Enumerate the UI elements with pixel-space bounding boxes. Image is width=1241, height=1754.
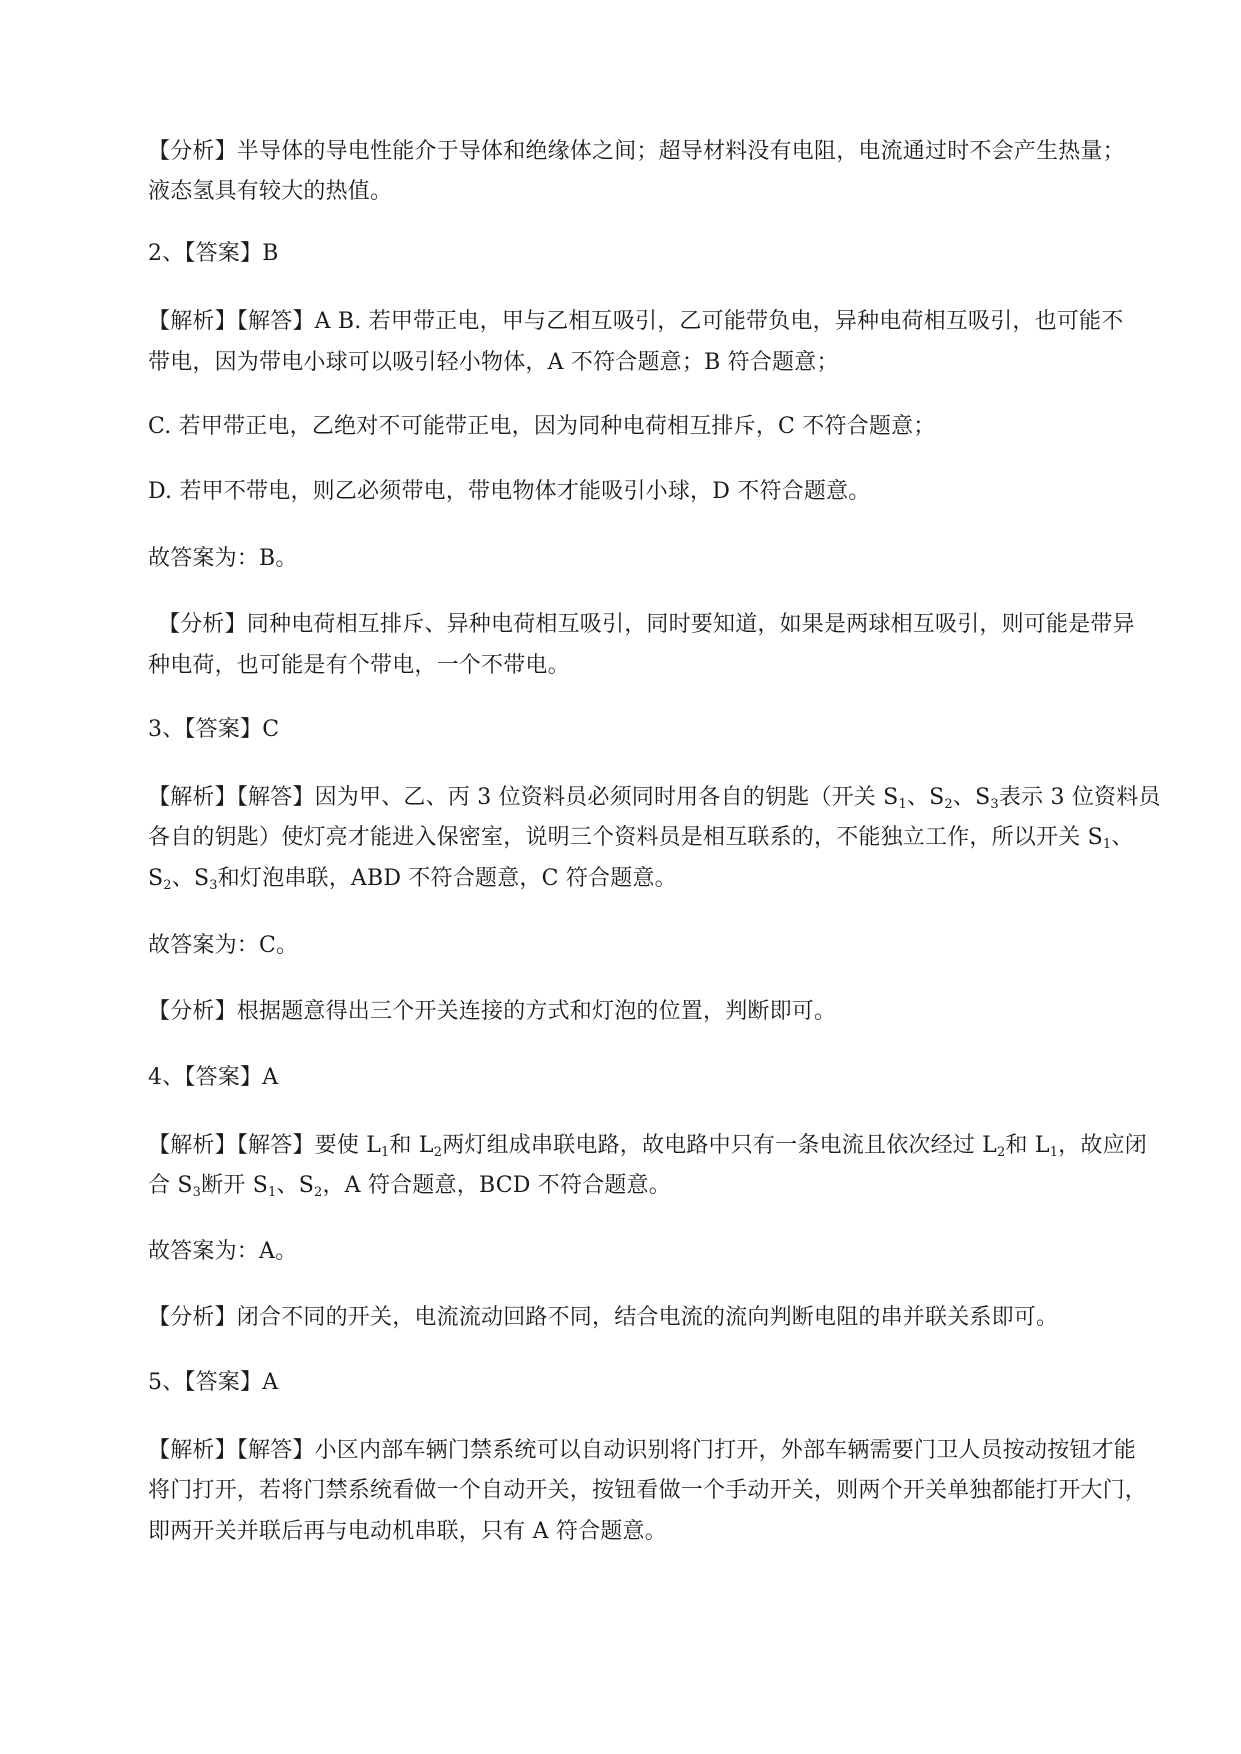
solution-text: 【解析】【解答】小区内部车辆门禁系统可以自动识别将门打开，外部车辆需要门卫人员按动按钮才能 <box>148 1438 1137 1463</box>
answer-heading: 4、【答案】A <box>148 1065 279 1090</box>
analysis-text: 【分析】半导体的导电性能介于导体和绝缘体之间；超导材料没有电阻，电流通过时不会产生热量； <box>148 139 1125 164</box>
solution-text: 各自的钥匙）使灯亮才能进入保密室，说明三个资料员是相互联系的，不能独立工作，所以开关 $S_1$、 <box>148 825 1134 852</box>
solution-text: 【解析】【解答】因为甲、乙、丙 3 位资料员必须同时用各自的钥匙（开关 $S_1$、$S_2$、$S_3$表示 3 位资料员 <box>148 785 1161 812</box>
solution-text: 合 $S_3$断开 $S_1$、$S_2$，A 符合题意，BCD 不符合题意。 <box>148 1173 672 1200</box>
solution-text: 将门打开，若将门禁系统看做一个自动开关，按钮看做一个手动开关，则两个开关单独都能打开大门， <box>148 1478 1148 1503</box>
analysis-text: 【分析】同种电荷相互排斥、异种电荷相互吸引，同时要知道，如果是两球相互吸引，则可能是带异 <box>158 612 1135 637</box>
solution-text: 即两开关并联后再与电动机串联，只有 A 符合题意。 <box>148 1519 667 1544</box>
answer-heading: 5、【答案】A <box>148 1370 279 1395</box>
document-page <box>148 0 1161 1754</box>
analysis-text: 【分析】闭合不同的开关，电流流动回路不同，结合电流的流向判断电阻的串并联关系即可。 <box>148 1305 1059 1330</box>
solution-text: 【解析】【解答】A B. 若甲带正电，甲与乙相互吸引，乙可能带负电，异种电荷相互吸引，也可能不 <box>148 309 1124 334</box>
solution-text: $S_2$、$S_3$和灯泡串联，ABD 不符合题意，C 符合题意。 <box>148 866 677 893</box>
analysis-text: 【分析】根据题意得出三个开关连接的方式和灯泡的位置，判断即可。 <box>148 999 837 1024</box>
answer-heading: 2、【答案】B <box>148 241 279 266</box>
final-answer: 故答案为：C。 <box>148 933 299 958</box>
solution-text: 【解析】【解答】要使 $L_1$和 $L_2$两灯组成串联电路，故电路中只有一条电流且依次经过 $L_2$和 $L_1$，故应闭 <box>148 1133 1147 1160</box>
answer-heading: 3、【答案】C <box>148 717 280 742</box>
final-answer: 故答案为：A。 <box>148 1239 298 1264</box>
final-answer: 故答案为：B。 <box>148 546 298 571</box>
analysis-text: 种电荷，也可能是有个带电，一个不带电。 <box>148 653 570 678</box>
solution-text: D. 若甲不带电，则乙必须带电，带电物体才能吸引小球，D 不符合题意。 <box>148 479 871 504</box>
solution-text: C. 若甲带正电，乙绝对不可能带正电，因为同种电荷相互排斥，C 不符合题意； <box>148 414 936 439</box>
analysis-text: 液态氢具有较大的热值。 <box>148 179 393 204</box>
solution-text: 带电，因为带电小球可以吸引轻小物体，A 不符合题意；B 符合题意； <box>148 350 839 375</box>
